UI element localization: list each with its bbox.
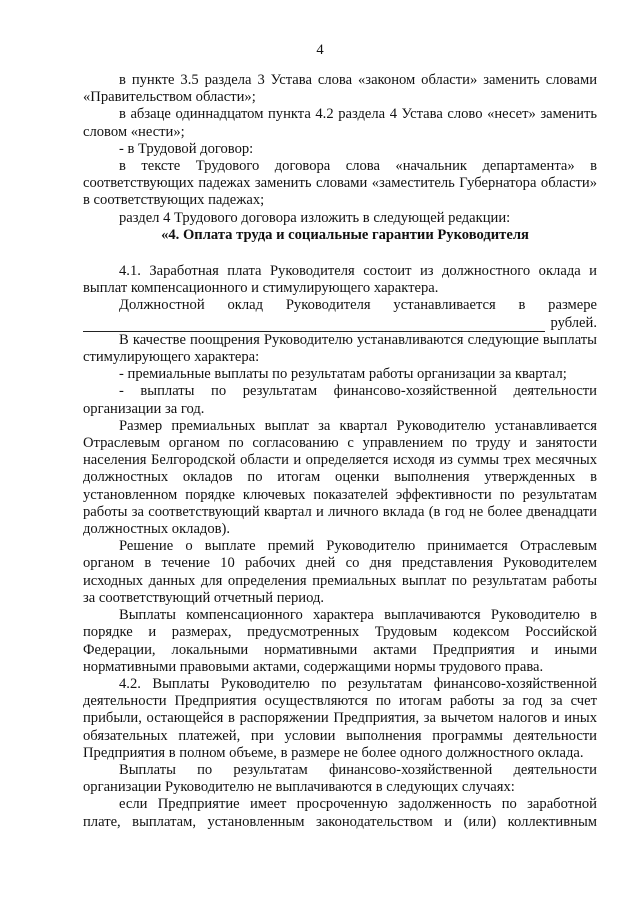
incentive-item: - премиальные выплаты по результатам работы организации за квартал; xyxy=(119,366,567,383)
case-paragraph: если Предприятие имеет просроченную задолженность по заработной плате, выплатам, установленным законодательством и (или) коллективным xyxy=(83,796,597,830)
salary-blank-row xyxy=(83,315,597,332)
section-heading: «4. Оплата труда и социальные гарантии Руководителя xyxy=(161,226,529,243)
paragraph: в пункте 3.5 раздела 3 Устава слова «законом области» заменить словами «Правительством области»; xyxy=(83,72,597,106)
compensation-paragraph: Выплаты компенсационного характера выплачиваются Руководителю в порядке и размерах, предусмотренных Трудовым кодексом Российской Федерации, локальными нормативными актами Предприятия и иными нормативными правовыми актами, содержащими нормы трудового права. xyxy=(83,607,597,675)
bonus-decision-paragraph: Решение о выплате премий Руководителю принимается Отраслевым органом в течение 10 рабочих дней со дня представления Руководителем исходных данных для определения премиальных выплат по результатам работы за соответствующий отчетный период. xyxy=(83,538,597,606)
paragraph: в абзаце одиннадцатом пункта 4.2 раздела 4 Устава слово «несет» заменить словом «нести»; xyxy=(83,106,597,140)
incentive-intro: В качестве поощрения Руководителю устанавливаются следующие выплаты стимулирующего характера: xyxy=(83,331,597,366)
bonus-size-paragraph: Размер премиальных выплат за квартал Руководителю устанавливается Отраслевым органом по согласованию с управлением по труду и занятости населения Белгородской области и определяется исходя из суммы трех месячных должностных окладов по итогам оценки выполнения утвержденных в установленном порядке ключевых показателей эффективности по результатам работы за соответствующий квартал и личного вклада (в год не более двенадцати должностных окладов). xyxy=(83,417,597,538)
not-paid-intro: Выплаты по результатам финансово-хозяйственной деятельности организации Руководителю не выплачиваются в следующих случаях: xyxy=(83,761,597,796)
paragraph-4-2: 4.2. Выплаты Руководителю по результатам финансово-хозяйственной деятельности Предприятия осуществляются по итогам работы за год за счет прибыли, остающейся в распоряжении Предприятия, за вычетом налогов и иных обязательных платежей, при условии выполнения программы деятельности Предприятия в полном объеме, в размере не более одного должностного оклада. xyxy=(83,675,597,761)
page-number: 4 xyxy=(316,42,324,58)
salary-blank-line xyxy=(83,318,545,332)
paragraph: раздел 4 Трудового договора изложить в следующей редакции: xyxy=(119,209,511,226)
salary-line: Должностной оклад Руководителя устанавливается в размере xyxy=(119,297,597,314)
paragraph: - в Трудовой договор: xyxy=(119,140,254,157)
incentive-item: - выплаты по результатам финансово-хозяйственной деятельности организации за год. xyxy=(83,383,597,417)
document-body xyxy=(83,72,597,831)
paragraph: в тексте Трудового договора слова «начальник департамента» в соответствующих падежах заменить словами «заместитель Губернатора области» в соответствующих падежах; xyxy=(83,158,597,209)
salary-suffix: рублей. xyxy=(550,314,597,331)
paragraph-4-1: 4.1. Заработная плата Руководителя состоит из должностного оклада и выплат компенсационного и стимулирующего характера. xyxy=(83,263,597,297)
